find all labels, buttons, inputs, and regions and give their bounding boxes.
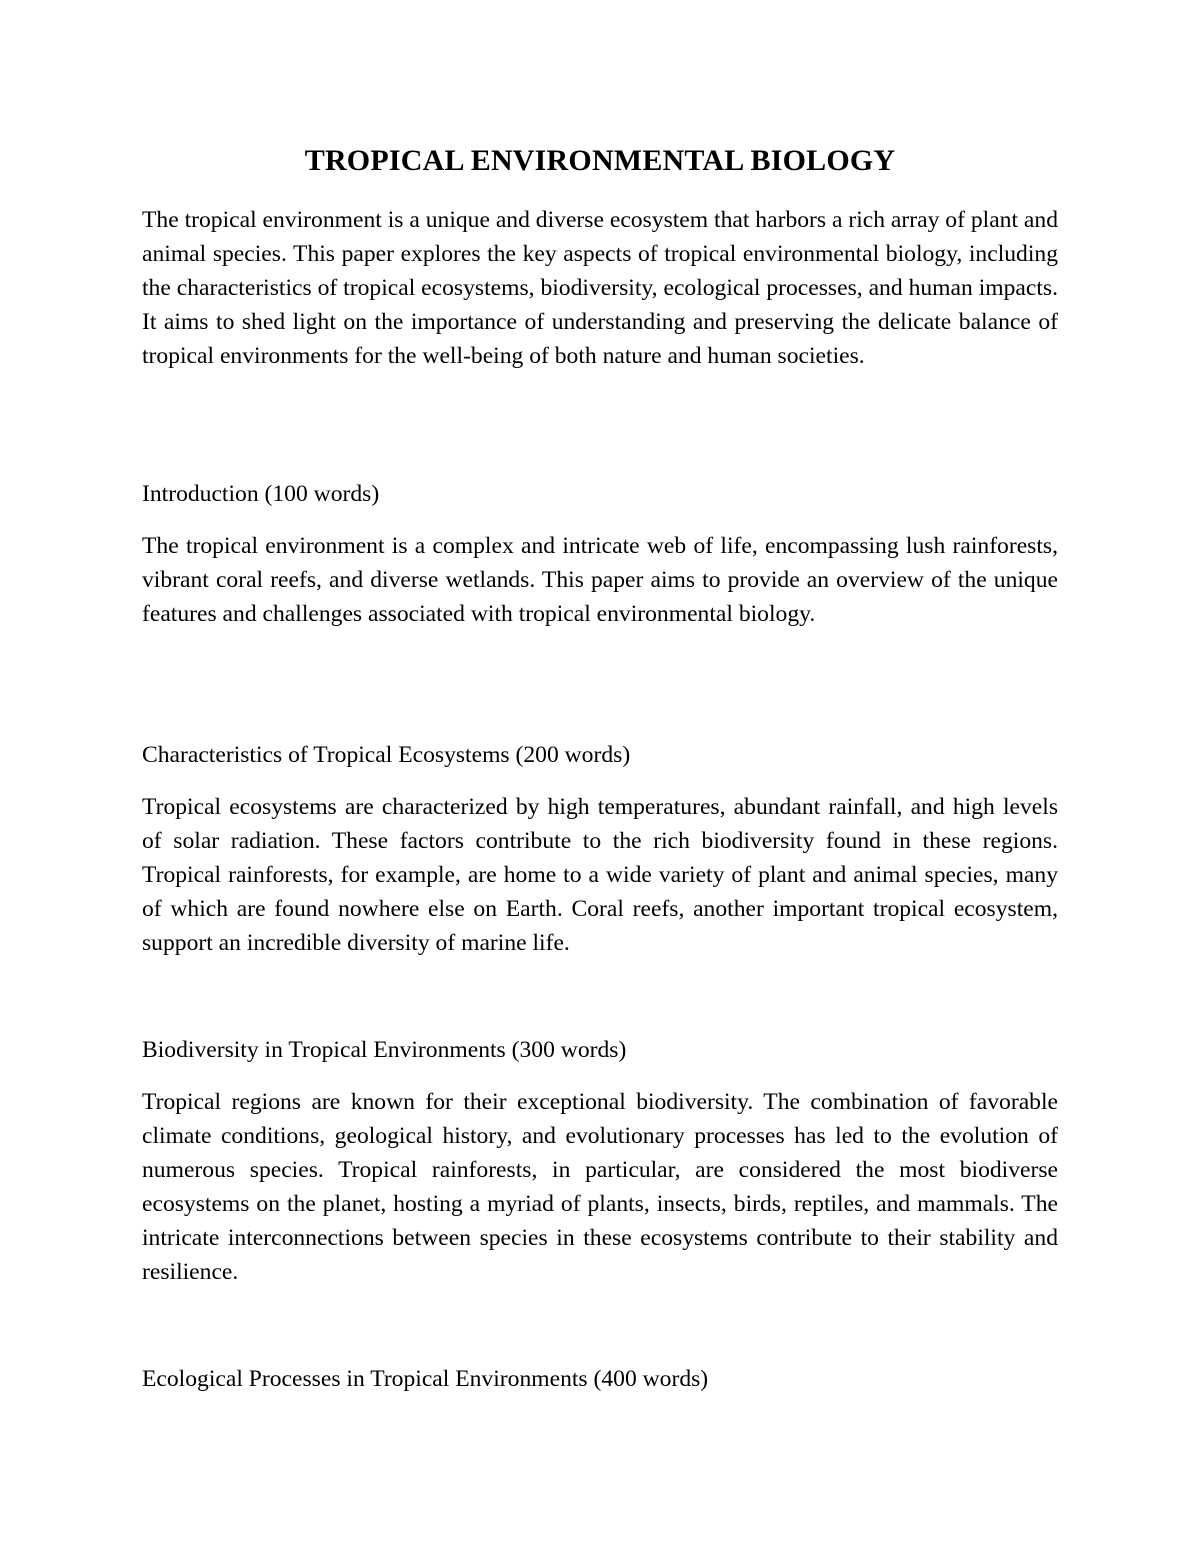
section-heading-biodiversity: Biodiversity in Tropical Environments (300 words) bbox=[142, 1037, 627, 1063]
document-title: TROPICAL ENVIRONMENTAL BIOLOGY bbox=[304, 144, 896, 177]
section-body-biodiversity: Tropical regions are known for their exceptional biodiversity. The combination of favorable climate conditions, geological history, and evolutionary processes has led to the evolution of numerous species. Tropical rainforests, in particular, are considered the most biodiverse ecosystems on the planet, hosting a myriad of plants, insects, birds, reptiles, and mammals. The intricate interconnections between species in these ecosystems contribute to their stability and resilience. bbox=[142, 1089, 1058, 1285]
section-body-characteristics: Tropical ecosystems are characterized by high temperatures, abundant rainfall, and high levels of solar radiation. These factors contribute to the rich biodiversity found in these regions. Tropical rainforests, for example, are home to a wide variety of plant and animal species, many of which are found nowhere else on Earth. Coral reefs, another important tropical ecosystem, support an incredible diversity of marine life. bbox=[142, 794, 1058, 956]
section-heading-introduction: Introduction (100 words) bbox=[142, 481, 380, 507]
section-body-introduction: The tropical environment is a complex and intricate web of life, encompassing lush rainforests, vibrant coral reefs, and diverse wetlands. This paper aims to provide an overview of the unique features and challenges associated with tropical environmental biology. bbox=[142, 533, 1058, 627]
section-heading-characteristics: Characteristics of Tropical Ecosystems (200 words) bbox=[142, 742, 631, 768]
section-heading-ecological-processes: Ecological Processes in Tropical Environments (400 words) bbox=[142, 1366, 709, 1392]
abstract-paragraph: The tropical environment is a unique and diverse ecosystem that harbors a rich array of plant and animal species. This paper explores the key aspects of tropical environmental biology, including the characteristics of tropical ecosystems, biodiversity, ecological processes, and human impacts. It aims to shed light on the importance of understanding and preserving the delicate balance of tropical environments for the well-being of both nature and human societies. bbox=[142, 207, 1058, 369]
